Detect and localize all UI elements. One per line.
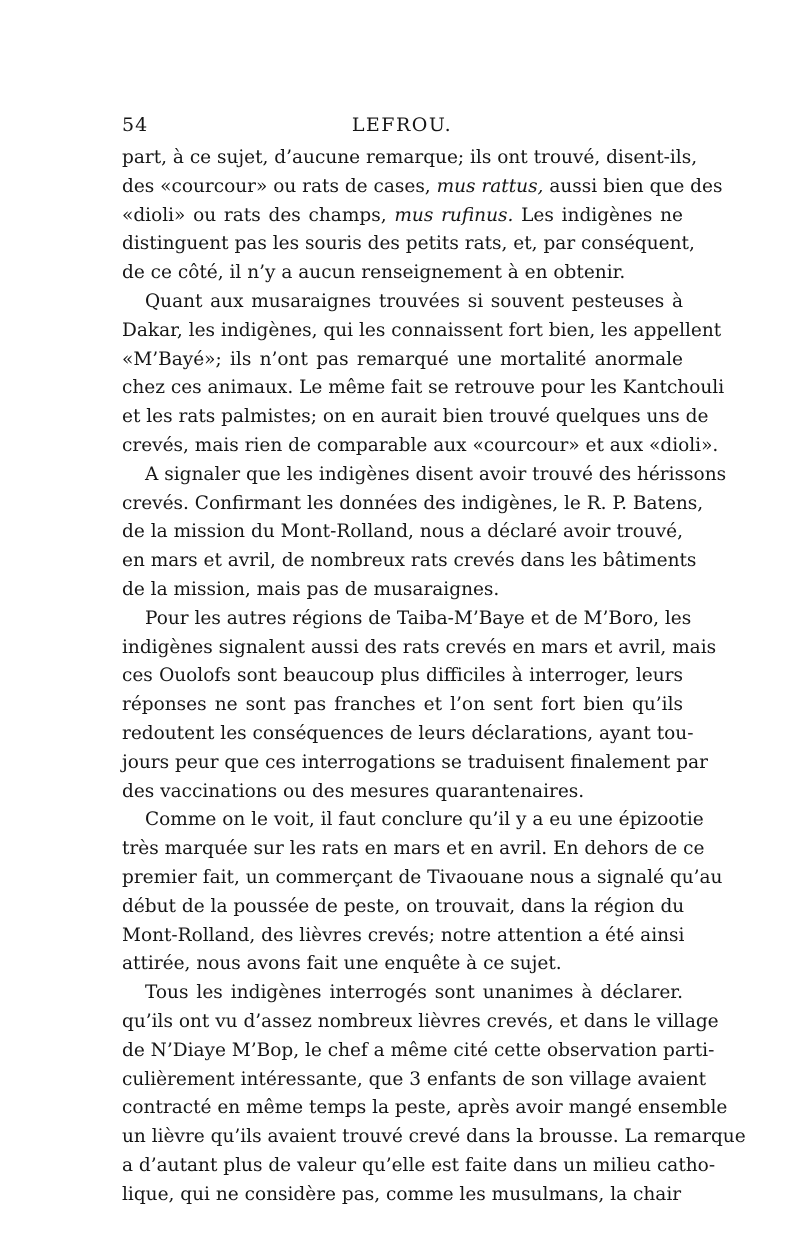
text-line xyxy=(122,230,695,259)
text-segment: qu’ils ont vu d’assez nombreux lièvres crevés, et dans le village xyxy=(122,1010,719,1032)
text-segment: très marquée sur les rats en mars et en avril. En dehors de ce xyxy=(122,838,705,860)
text-line xyxy=(122,979,683,1008)
text-segment: chez ces animaux. Le même fait se retrouve pour les Kantchouli xyxy=(122,377,725,399)
text-segment: «M’Bayé»; ils n’ont pas remarqué une mortalité anormale xyxy=(122,348,683,370)
text-segment: aussi bien que des xyxy=(543,175,723,197)
text-segment: réponses ne sont pas franches et l’on sent fort bien qu’ils xyxy=(122,694,683,716)
text-segment: de la mission, mais pas de musaraignes. xyxy=(122,578,500,600)
text-line xyxy=(122,202,683,231)
paragraph xyxy=(122,144,723,288)
text-line xyxy=(122,864,723,893)
running-head: LEFROU. xyxy=(351,114,453,136)
text-segment: lique, qui ne considère pas, comme les musulmans, la chair xyxy=(122,1183,682,1205)
page-header xyxy=(122,114,682,140)
text-segment: en mars et avril, de nombreux rats crevés dans les bâtiments xyxy=(122,550,697,572)
paragraph xyxy=(122,605,717,807)
paragraph xyxy=(122,979,746,1209)
text-segment: Dakar, les indigènes, qui les connaissent fort bien, les appellent xyxy=(122,319,722,341)
text-line xyxy=(122,922,683,951)
italic-text: mus rattus, xyxy=(436,175,544,197)
text-segment: culièrement intéressante, que 3 enfants de son village avaient xyxy=(122,1068,707,1090)
text-line xyxy=(122,1181,683,1210)
text-line xyxy=(122,576,683,605)
text-line xyxy=(122,144,698,173)
text-segment: Les indigènes ne xyxy=(513,204,683,226)
text-line xyxy=(122,259,683,288)
text-segment: attirée, nous avons fait une enquête à ce sujet. xyxy=(122,953,562,975)
text-segment: de N’Diaye M’Bop, le chef a même cité cette observation parti- xyxy=(122,1039,715,1061)
paragraph xyxy=(122,806,723,979)
text-line xyxy=(122,634,717,663)
text-line xyxy=(122,749,708,778)
text-line xyxy=(122,547,697,576)
text-line xyxy=(122,1037,715,1066)
text-line xyxy=(122,173,723,202)
text-line xyxy=(122,288,683,317)
text-segment: A signaler que les indigènes disent avoir trouvé des hérissons xyxy=(145,463,727,485)
text-line xyxy=(122,806,704,835)
text-segment: a d’autant plus de valeur qu’elle est faite dans un milieu catho- xyxy=(122,1154,716,1176)
text-line xyxy=(122,778,683,807)
text-line xyxy=(122,662,683,691)
text-line xyxy=(122,605,692,634)
text-line xyxy=(122,374,725,403)
text-segment: Pour les autres régions de Taiba-M’Baye et de M’Boro, les xyxy=(145,607,692,629)
text-segment: redoutent les conséquences de leurs déclarations, ayant tou- xyxy=(122,722,694,744)
text-segment: Mont-Rolland, des lièvres crevés; notre attention a été ainsi xyxy=(122,924,685,946)
text-segment: Comme on le voit, il faut conclure qu’il y a eu une épizootie xyxy=(145,809,704,831)
text-segment: indigènes signalent aussi des rats crevés en mars et avril, mais xyxy=(122,636,717,658)
text-line xyxy=(122,1152,716,1181)
text-segment: «dioli» ou rats des champs, xyxy=(122,204,395,226)
text-segment: de la mission du Mont-Rolland, nous a déclaré avoir trouvé, xyxy=(122,521,683,543)
text-line xyxy=(122,1008,719,1037)
text-line xyxy=(122,490,704,519)
text-segment: crevés, mais rien de comparable aux «courcour» et aux «dioli». xyxy=(122,434,719,456)
text-line xyxy=(122,1066,707,1095)
italic-text: mus rufinus. xyxy=(394,204,514,226)
text-line xyxy=(122,432,719,461)
text-segment: un lièvre qu’ils avaient trouvé crevé dans la brousse. La remarque xyxy=(122,1126,746,1148)
text-segment: Quant aux musaraignes trouvées si souvent pesteuses à xyxy=(145,290,683,312)
text-segment: Tous les indigènes interrogés sont unanimes à déclarer. xyxy=(145,982,683,1004)
text-line xyxy=(122,518,683,547)
page-number: 54 xyxy=(122,114,149,136)
text-line xyxy=(122,691,683,720)
text-segment: et les rats palmistes; on en aurait bien trouvé quelques uns de xyxy=(122,406,709,428)
text-segment: contracté en même temps la peste, après avoir mangé ensemble xyxy=(122,1097,728,1119)
text-line xyxy=(122,346,683,375)
paragraph xyxy=(122,288,725,461)
text-segment: part, à ce sujet, d’aucune remarque; ils ont trouvé, disent-ils, xyxy=(122,147,698,168)
text-line xyxy=(122,835,705,864)
text-segment: début de la poussée de peste, on trouvait, dans la région du xyxy=(122,895,685,917)
text-segment: des vaccinations ou des mesures quarantenaires. xyxy=(122,780,585,802)
text-segment: jours peur que ces interrogations se traduisent finalement par xyxy=(122,751,708,773)
text-segment: ces Ouolofs sont beaucoup plus difficiles à interroger, leurs xyxy=(122,665,683,687)
text-segment: distinguent pas les souris des petits rats, et, par conséquent, xyxy=(122,233,695,255)
text-line xyxy=(122,893,683,922)
body-text xyxy=(122,144,746,1209)
text-segment: crevés. Confirmant les données des indigènes, le R. P. Batens, xyxy=(122,492,704,514)
text-line xyxy=(122,317,722,346)
text-line xyxy=(122,1094,728,1123)
text-line xyxy=(122,461,727,490)
text-line xyxy=(122,950,683,979)
text-line xyxy=(122,720,694,749)
text-line xyxy=(122,1123,746,1152)
text-segment: premier fait, un commerçant de Tivaouane nous a signalé qu’au xyxy=(122,866,723,888)
text-segment: de ce côté, il n’y a aucun renseignement à en obtenir. xyxy=(122,262,626,284)
text-line xyxy=(122,403,709,432)
text-segment: des «courcour» ou rats de cases, xyxy=(122,175,437,197)
paragraph xyxy=(122,461,727,605)
